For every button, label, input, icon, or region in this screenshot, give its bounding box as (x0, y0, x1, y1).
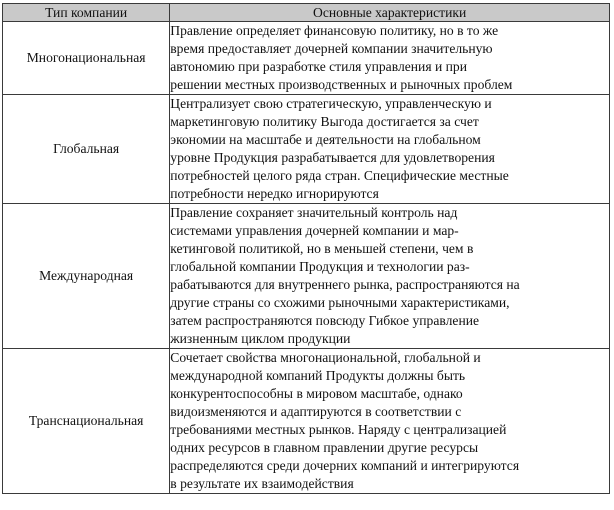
characteristics-line: затем распространяются повсюду Гибкое управление (170, 313, 480, 328)
characteristics-line: время предоставляет дочерней компании значительную (170, 41, 493, 56)
characteristics-line: решении местных производственных и рыночных проблем (170, 77, 513, 92)
characteristics-line: видоизменяются и адаптируются в соответствии с (170, 404, 462, 419)
characteristics-line: требованиями местных рынков. Наряду с централизацией (170, 422, 507, 437)
characteristics-line: распределяются среди дочерних компаний и интегрируются (170, 458, 520, 473)
characteristics-cell (170, 204, 610, 349)
table-row (3, 22, 610, 95)
characteristics-line: кетинговой политикой, но в меньшей степени, чем в (170, 241, 474, 256)
characteristics-line: глобальной компании Продукция и технологии раз- (170, 259, 470, 274)
characteristics-cell (170, 349, 610, 494)
company-type-cell: Многонациональная (3, 22, 170, 95)
company-type-cell: Транснациональная (3, 349, 170, 494)
company-types-table (2, 3, 610, 494)
characteristics-line: Правление определяет финансовую политику, но в то же (170, 23, 499, 38)
characteristics-line: в результате их взаимодействия (170, 476, 354, 491)
header-company-type: Тип компании (3, 4, 170, 22)
company-type-cell: Глобальная (3, 95, 170, 204)
table-row (3, 95, 610, 204)
characteristics-line: одних ресурсов в главном правлении другие ресурсы (170, 440, 479, 455)
characteristics-line: рабатываются для внутреннего рынка, распространяются на (170, 277, 520, 292)
characteristics-line: системами управления дочерней компании и мар- (170, 223, 459, 238)
characteristics-line: Централизует свою стратегическую, управленческую и (170, 96, 492, 111)
characteristics-line: международной компаний Продукты должны быть (170, 368, 466, 383)
header-characteristics: Основные характеристики (170, 4, 610, 22)
characteristics-line: другие страны со схожими рыночными характеристиками, (170, 295, 510, 310)
characteristics-line: потребности нередко игнорируются (170, 186, 379, 201)
characteristics-line: конкурентоспособны в мировом масштабе, однако (170, 386, 463, 401)
characteristics-line: автономию при разработке стиля управления и при (170, 59, 467, 74)
company-type-cell: Международная (3, 204, 170, 349)
characteristics-cell (170, 95, 610, 204)
characteristics-line: Правление сохраняет значительный контроль над (170, 205, 458, 220)
characteristics-line: Сочетает свойства многонациональной, глобальной и (170, 350, 481, 365)
characteristics-line: жизненным циклом продукции (170, 331, 351, 346)
characteristics-cell (170, 22, 610, 95)
characteristics-line: уровне Продукция разрабатывается для удовлетворения (170, 150, 495, 165)
table-row (3, 204, 610, 349)
characteristics-line: потребностей целого ряда стран. Специфические местные (170, 168, 509, 183)
table-row (3, 349, 610, 494)
characteristics-line: маркетинговую политику Выгода достигается за счет (170, 114, 479, 129)
table-header-row (3, 4, 610, 22)
characteristics-line: экономии на масштабе и деятельности на глобальном (170, 132, 481, 147)
